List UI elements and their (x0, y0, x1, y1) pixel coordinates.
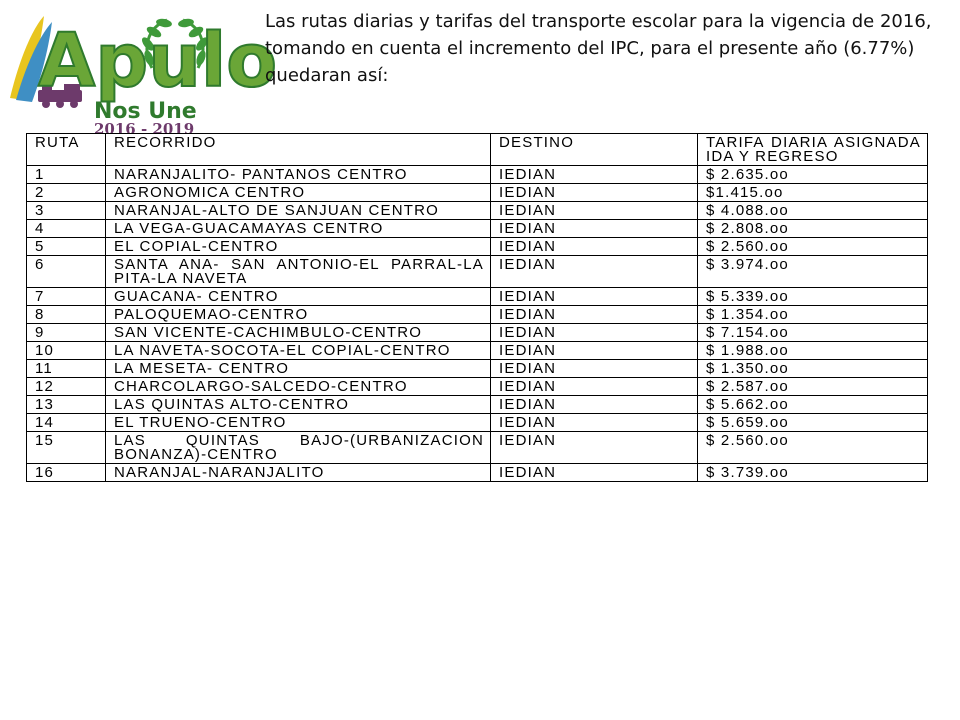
cell-tarifa: $ 2.560.oo (698, 238, 928, 256)
table-row (27, 324, 928, 342)
table-row (27, 166, 928, 184)
table-row (27, 414, 928, 432)
cell-recorrido: NARANJAL-NARANJALITO (106, 464, 491, 482)
cell-destino: IEDIAN (491, 324, 698, 342)
table-row (27, 396, 928, 414)
cell-tarifa: $ 7.154.oo (698, 324, 928, 342)
intro-paragraph: Las rutas diarias y tarifas del transporte escolar para la vigencia de 2016, tomando en cuenta el incremento del IPC, para el presente año (6.77%) quedaran así: (265, 11, 932, 86)
cell-recorrido: SANTA ANA- SAN ANTONIO-EL PARRAL-LA PITA-LA NAVETA (106, 256, 491, 288)
header-ruta: RUTA (27, 134, 106, 166)
header-tarifa: TARIFA DIARIA ASIGNADA IDA Y REGRESO (698, 134, 928, 166)
cell-destino: IEDIAN (491, 414, 698, 432)
cell-ruta: 3 (27, 202, 106, 220)
cell-ruta: 14 (27, 414, 106, 432)
cell-recorrido: LA VEGA-GUACAMAYAS CENTRO (106, 220, 491, 238)
cell-tarifa: $ 2.808.oo (698, 220, 928, 238)
cell-tarifa: $ 3.739.oo (698, 464, 928, 482)
cell-recorrido: EL TRUENO-CENTRO (106, 414, 491, 432)
cell-ruta: 5 (27, 238, 106, 256)
cell-recorrido: GUACANA- CENTRO (106, 288, 491, 306)
cell-recorrido: NARANJALITO- PANTANOS CENTRO (106, 166, 491, 184)
cell-recorrido: SAN VICENTE-CACHIMBULO-CENTRO (106, 324, 491, 342)
logo-brand-text: Apulo (38, 18, 278, 104)
table-row (27, 378, 928, 396)
cell-tarifa: $1.415.oo (698, 184, 928, 202)
cell-tarifa: $ 4.088.oo (698, 202, 928, 220)
table-row (27, 256, 928, 288)
cell-ruta: 16 (27, 464, 106, 482)
cell-tarifa: $ 1.350.oo (698, 360, 928, 378)
cell-destino: IEDIAN (491, 220, 698, 238)
cell-destino: IEDIAN (491, 184, 698, 202)
cell-ruta: 9 (27, 324, 106, 342)
cell-tarifa: $ 2.587.oo (698, 378, 928, 396)
cell-recorrido: LAS QUINTAS ALTO-CENTRO (106, 396, 491, 414)
table-row (27, 202, 928, 220)
cell-recorrido: NARANJAL-ALTO DE SANJUAN CENTRO (106, 202, 491, 220)
cell-ruta: 1 (27, 166, 106, 184)
cell-recorrido: LA NAVETA-SOCOTA-EL COPIAL-CENTRO (106, 342, 491, 360)
cell-destino: IEDIAN (491, 342, 698, 360)
cell-ruta: 13 (27, 396, 106, 414)
cell-ruta: 12 (27, 378, 106, 396)
cell-destino: IEDIAN (491, 432, 698, 464)
cell-tarifa: $ 2.560.oo (698, 432, 928, 464)
cell-recorrido: LAS QUINTAS BAJO-(URBANIZACION BONANZA)-CENTRO (106, 432, 491, 464)
apulo-logo (2, 8, 278, 138)
table-header-row (27, 134, 928, 166)
cell-destino: IEDIAN (491, 238, 698, 256)
cell-ruta: 10 (27, 342, 106, 360)
cell-destino: IEDIAN (491, 464, 698, 482)
header-destino: DESTINO (491, 134, 698, 166)
header-recorrido: RECORRIDO (106, 134, 491, 166)
cell-destino: IEDIAN (491, 396, 698, 414)
cell-recorrido: EL COPIAL-CENTRO (106, 238, 491, 256)
cell-tarifa: $ 3.974.oo (698, 256, 928, 288)
table-row (27, 360, 928, 378)
cell-ruta: 6 (27, 256, 106, 288)
table-row (27, 342, 928, 360)
cell-ruta: 8 (27, 306, 106, 324)
table-row (27, 288, 928, 306)
cell-destino: IEDIAN (491, 288, 698, 306)
cell-ruta: 11 (27, 360, 106, 378)
cell-destino: IEDIAN (491, 166, 698, 184)
table-row (27, 464, 928, 482)
cell-ruta: 2 (27, 184, 106, 202)
cell-destino: IEDIAN (491, 378, 698, 396)
table-row (27, 432, 928, 464)
logo-slogan-text: Nos Une (94, 99, 197, 124)
cell-recorrido: PALOQUEMAO-CENTRO (106, 306, 491, 324)
cell-recorrido: LA MESETA- CENTRO (106, 360, 491, 378)
table-row (27, 238, 928, 256)
cell-tarifa: $ 5.662.oo (698, 396, 928, 414)
cell-destino: IEDIAN (491, 360, 698, 378)
cell-recorrido: AGRONOMICA CENTRO (106, 184, 491, 202)
logo-period-text: 2016 - 2019 (94, 120, 195, 138)
cell-tarifa: $ 2.635.oo (698, 166, 928, 184)
routes-table (26, 133, 928, 482)
cell-tarifa: $ 5.659.oo (698, 414, 928, 432)
cell-destino: IEDIAN (491, 306, 698, 324)
cell-tarifa: $ 5.339.oo (698, 288, 928, 306)
cell-destino: IEDIAN (491, 256, 698, 288)
cell-ruta: 4 (27, 220, 106, 238)
table-row (27, 220, 928, 238)
cell-ruta: 15 (27, 432, 106, 464)
cell-recorrido: CHARCOLARGO-SALCEDO-CENTRO (106, 378, 491, 396)
table-row (27, 306, 928, 324)
cell-tarifa: $ 1.354.oo (698, 306, 928, 324)
cell-destino: IEDIAN (491, 202, 698, 220)
cell-ruta: 7 (27, 288, 106, 306)
table-row (27, 184, 928, 202)
cell-tarifa: $ 1.988.oo (698, 342, 928, 360)
